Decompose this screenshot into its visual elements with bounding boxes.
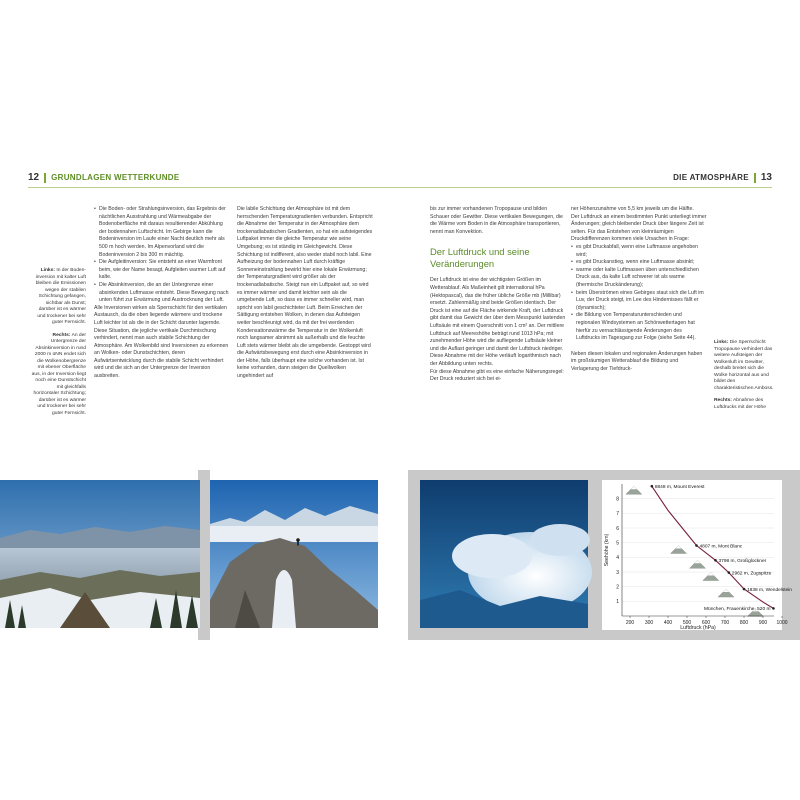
x-tick-label: 1000 [776, 620, 788, 626]
left-margin-caption [30, 268, 86, 417]
chart-svg [602, 480, 792, 631]
left-section-title: GRUNDLAGEN WETTERKUNDE [51, 173, 180, 182]
point-annotation: 3798 m, Großglockner [718, 559, 767, 565]
point-annotation: 2962 m, Zugspitze [731, 571, 772, 577]
caption-text: Abnahme des Luftdrucks mit der Höhe [714, 398, 766, 410]
y-tick-label: 1 [616, 599, 619, 606]
x-tick-label: 500 [682, 620, 692, 626]
y-tick-label: 2 [616, 584, 619, 591]
right-margin-caption [714, 340, 774, 411]
photo-cloud-tops [420, 480, 588, 628]
x-tick-label: 300 [644, 620, 654, 626]
y-tick-label: 6 [616, 525, 619, 532]
paragraph: Alle Inversionen wirken als Sperrschicht für den vertikalen Austausch, da die oben liegende wärmere und trockene Luft leichter ist als die in der Schicht darunter lagernde. Diese Situation, die jegliche vertikale Durchmischung verhindert, nennt man auch stabile Schichtung der Atmosphäre. Am Wolkenbild sind Inversionen zu erkennen an Wolken- oder Dunstschichten, deren Aufwärtsentwicklung durch die stabile Schicht verhindert wird und die sich an der Untergrenze der Inversion ausbreiten. [94, 304, 229, 380]
header-divider [44, 173, 46, 183]
snow-cap-icon [708, 573, 714, 576]
text-column-3 [430, 206, 566, 461]
chart-y-ticks [616, 496, 619, 605]
bullet-item: • Die Aufgleitinversion: Sie entsteht an einer Warmfront beim, wie der Name besagt, Aufgleiten warmer Luft auf kalte. [94, 259, 230, 282]
data-point [743, 588, 746, 591]
paragraph: Der Luftdruck ist eine der wichtigsten Größen im Wetterablauf. Als Maßeinheit gilt international hPa (Hektopascal), das die früher übliche Größe mb (Millibar) ersetzt. Zahlenmäßig sind beide Größen identisch. Der Druck ist eine auf die Fläche wirkende Kraft, der Luftdruck gibt damit das Gewicht der über dem Messpunkt lastenden Luftsäule mit einem Querschnitt von 1 cm² an. Der mittlere Luftdruck auf Meereshöhe beträgt rund 1013 hPa; mit zunehmender Höhe wird die aufliegende Luftsäule kleiner und die Auflast geringer und damit der Luftdruck niedriger. Diese Abnahme mit der Höhe verläuft logarithmisch nach der Abbildung unten rechts. [430, 277, 566, 367]
y-tick-label: 3 [616, 569, 619, 576]
bullet-item: • es gibt Druckabfall, wenn eine Luftmasse angehoben wird; [571, 244, 707, 259]
paragraph: bis zur immer vorhandenen Tropopause und bilden Schauer oder Gewitter. Diese vertikalen Bewegungen, die die Wärme vom Boden in die Atmosphäre transportieren, nennt man Konvektion. [430, 206, 563, 235]
bullet-item: • beim Überströmen eines Gebirges staut sich die Luft im Luv, der Druck steigt, im Lee des Hindernisses fällt er (dynamisch); [571, 290, 707, 313]
caption-text: An der Untergrenze der Absinkinversion in rund 2000 m üNN endet sich die Wolkenobergrenze mit ebener Oberfläche aus, in der Inversion liegt noch eine Dunstschicht mit gleichfalls horizontaler Schichtung; darüber ist es wärmer und trockener bei sehr guter Fernsicht. [31, 332, 86, 416]
x-tick-label: 700 [720, 620, 730, 626]
caption-label: Links: [40, 268, 55, 273]
y-tick-label: 8 [616, 496, 619, 503]
bullet-item: • es gibt Druckanstieg, wenn eine Luftmasse absinkt; [571, 259, 707, 267]
text-column-4 [571, 206, 707, 461]
left-page-number: 12 [28, 172, 40, 183]
y-tick-label: 4 [616, 555, 619, 562]
section-heading: Der Luftdruck und seine Veränderungen [430, 246, 530, 270]
caption-paragraph [714, 398, 774, 411]
caption-paragraph [714, 340, 774, 392]
point-annotation: München, Frauenkirche, 520 m [704, 607, 771, 613]
paragraph: ner Höhenzunahme von 5,5 km jeweils um die Hälfte. [571, 206, 694, 212]
right-page-number: 13 [760, 172, 772, 183]
photo-rock-arch-clouds [210, 480, 378, 628]
x-tick-label: 600 [701, 620, 711, 626]
caption-paragraph [30, 333, 86, 418]
caption-text: Die Sperrschicht Tropopause verhindert das weitere Aufsteigen der Wolkenluft im Gewitter, deshalb breitet sich die Wolke horizontal aus und bildet den charakteristischen Amboss. [714, 340, 774, 391]
left-page-header [28, 172, 180, 183]
pressure-altitude-chart [602, 480, 792, 631]
caption-label: Rechts: [714, 398, 732, 403]
chart-grid [622, 499, 774, 602]
snow-cap-icon [695, 560, 701, 563]
y-tick-label: 7 [616, 511, 619, 518]
right-page-header [673, 172, 772, 183]
point-annotation: 1838 m, Wendelstein [747, 587, 792, 593]
data-point [728, 571, 731, 574]
text-column-1 [94, 206, 230, 461]
page-header [20, 170, 780, 186]
caption-paragraph [30, 268, 86, 327]
bullet-item: • warme oder kalte Luftmassen üben unterschiedlichen Druck aus, da kalte Luft schwerer ist als warme (thermische Druckänderung); [571, 267, 707, 290]
x-axis-label: Luftdruck (hPa) [680, 625, 716, 631]
header-divider [754, 173, 756, 183]
photo-inversion-valley [0, 480, 200, 628]
data-point [695, 544, 698, 547]
paragraph: Der Luftdruck an einem bestimmten Punkt unterliegt immer Änderungen; gleich bleibender Druck über längere Zeit ist selten. Für das Entstehen von kleinräumigen Druckdifferenzen kommen viele Ursachen in Frage: [571, 213, 707, 243]
y-axis-label: Seehöhe (km) [604, 533, 610, 567]
data-point [772, 607, 775, 610]
right-section-title: DIE ATMOSPHÄRE [673, 173, 749, 182]
point-annotation: 8848 m, Mount Everest [654, 485, 705, 491]
bullet-item: • Die Absinkinversion, die an der Untergrenze einer absinkenden Luftmasse entsteht. Diese Bewegung nach unten führt zur Erwärmung und Austrocknung der Luft. [94, 282, 230, 305]
snow-cap-icon [723, 589, 729, 592]
snow-cap-icon [676, 545, 682, 548]
data-point [651, 485, 654, 488]
caption-label: Links: [714, 340, 729, 345]
caption-text: In der Boden-inversion mit kalter Luft bleiben die Emissionen wegen der stabilen Schichtung gefangen, sichtbar als Dunst; darüber ist es wärmer und trockener bei sehr guter Fernsicht. [35, 268, 86, 325]
text-column-2 [237, 206, 373, 461]
paragraph: Neben diesen lokalen und regionalen Änderungen haben im großräumigen Wetterablauf die Bildung und Verlagerung der Tiefdruck- [571, 350, 703, 372]
bullet-item: • die Bildung von Temperaturunterschieden und regionalen Windsystemen an Schönwettertagen hat hierfür zu vernachlässigende Änderungen des Luftdrucks im Tagesgang zur Folge (siehe Seite 44). [571, 312, 707, 342]
point-annotation: 4807 m, Mont Blanc [699, 544, 743, 550]
chart-mountains [626, 486, 764, 616]
x-tick-label: 900 [758, 620, 768, 626]
bullet-item: • Die Boden- oder Strahlungsinversion, das Ergebnis der nächtlichen Ausstrahlung und Wärmeabgabe der Bodenoberfläche mit daraus resultierender Abkühlung der bodennahen Luftschicht. Im Gebirge kann die Bodeninversion im Laufe einer Nacht deutlich mehr als 500 m hoch werden. Im Alpenvorland wird die Bodeninversion 2 bis 300 m mächtig. [94, 206, 230, 259]
header-rule [28, 187, 772, 188]
caption-label: Rechts: [52, 332, 71, 338]
data-point [714, 559, 717, 562]
x-tick-label: 800 [739, 620, 749, 626]
snow-cap-icon [631, 486, 637, 489]
x-tick-label: 400 [663, 620, 673, 626]
y-tick-label: 5 [616, 540, 619, 547]
x-tick-label: 200 [625, 620, 635, 626]
paragraph: Die labile Schichtung der Atmosphäre ist mit dem herrschenden Temperaturgradienten verbunden. Entspricht die Abnahme der Temperatur in der Atmosphäre dem trockenadiabatischen Gradienten, so hat ein aufsteigendes Luftpaket immer die gleiche Temperatur wie seine Umgebung; es ist ständig im Gleichgewicht. Diese Schichtung ist indifferent, also weder stabil noch labil. Eine Aufheizung der bodennahen Luft durch kräftige Sonneneinstrahlung bewirkt hier eine lokale Erwärmung; der Temperaturgradient wird größer als der trockenadiabatische. Steigt nun ein Luftpaket auf, so wird es immer wärmer und damit leichter sein als die umgebende Luft, so dass es immer schneller wird, man spricht von labil geschichteter Luft. Beim Erreichen der Sättigung entstehen Wolken, in denen das Aufsteigen weiter beschleunigt wird, da mit der frei werdenden Kondensationswärme die Temperatur in der Wolkenluft noch langsamer abnimmt als außerhalb und die feuchte Luft stets wärmer bleibt als die umgebende. Gestoppt wird die Aufwärtsbewegung erst durch eine Absinkinversion in der Höhe, falls überhaupt eine solche vorhanden ist. Ist keine vorhanden, dann steigen die Quellwolken ungehindert auf [237, 206, 373, 380]
paragraph: Für diese Abnahme gibt es eine einfache Näherungsregel: Der Druck reduziert sich bei ei- [430, 368, 564, 383]
